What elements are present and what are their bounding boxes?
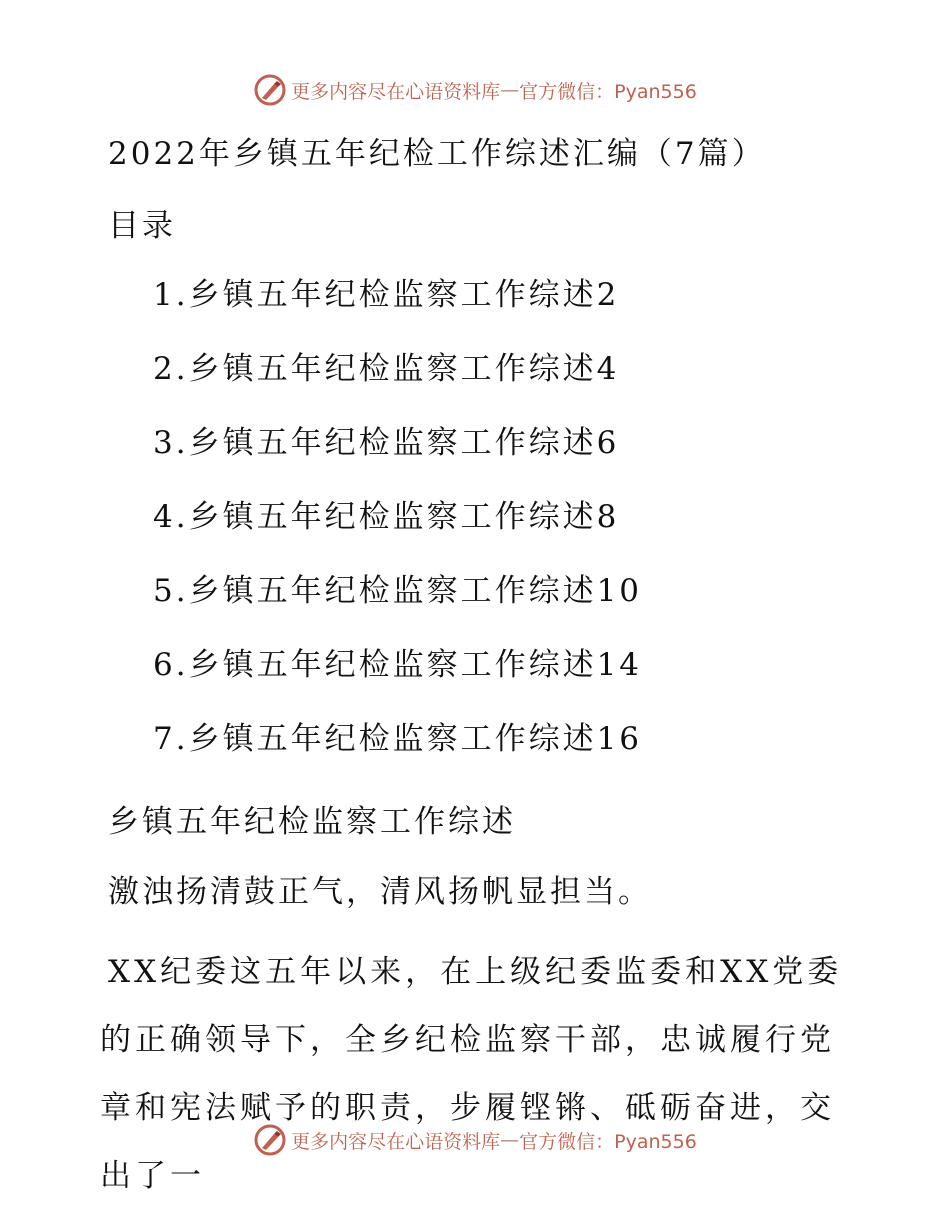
watermark-separator: — xyxy=(500,1129,520,1151)
toc-item: 6.乡镇五年纪检监察工作综述14 xyxy=(153,647,643,683)
table-of-contents xyxy=(153,275,642,793)
watermark-separator: — xyxy=(500,79,520,101)
toc-item: 1.乡镇五年纪检监察工作综述2 xyxy=(153,277,620,313)
toc-item: 5.乡镇五年纪检监察工作综述10 xyxy=(153,573,643,609)
watermark-footer xyxy=(0,1120,950,1160)
watermark-contact: 官方微信：Pyan556 xyxy=(519,1130,697,1153)
pen-logo-icon xyxy=(253,73,287,107)
toc-item: 3.乡镇五年纪检监察工作综述6 xyxy=(153,425,620,461)
watermark-header xyxy=(0,70,950,110)
pen-logo-icon xyxy=(253,1123,287,1157)
watermark-text: 更多内容尽在心语资料库 xyxy=(291,80,501,103)
toc-item: 4.乡镇五年纪检监察工作综述8 xyxy=(153,499,620,535)
toc-item: 7.乡镇五年纪检监察工作综述16 xyxy=(153,721,643,757)
paragraph-lead: 激浊扬清鼓正气，清风扬帆显担当。 xyxy=(108,874,652,910)
section-title: 乡镇五年纪检监察工作综述 xyxy=(108,804,516,840)
paragraph-body: XX纪委这五年以来，在上级纪委监委和XX党委的正确领导下，全乡纪检监察干部，忠诚履行党章和宪法赋予的职责，步履铿锵、砥砺奋进，交出了一 xyxy=(100,954,843,1194)
watermark-text: 更多内容尽在心语资料库 xyxy=(291,1130,501,1153)
toc-heading: 目录 xyxy=(108,208,176,244)
document-title: 2022年乡镇五年纪检工作综述汇编（7篇） xyxy=(108,136,766,172)
watermark-contact: 官方微信：Pyan556 xyxy=(519,80,697,103)
toc-item: 2.乡镇五年纪检监察工作综述4 xyxy=(153,351,620,387)
